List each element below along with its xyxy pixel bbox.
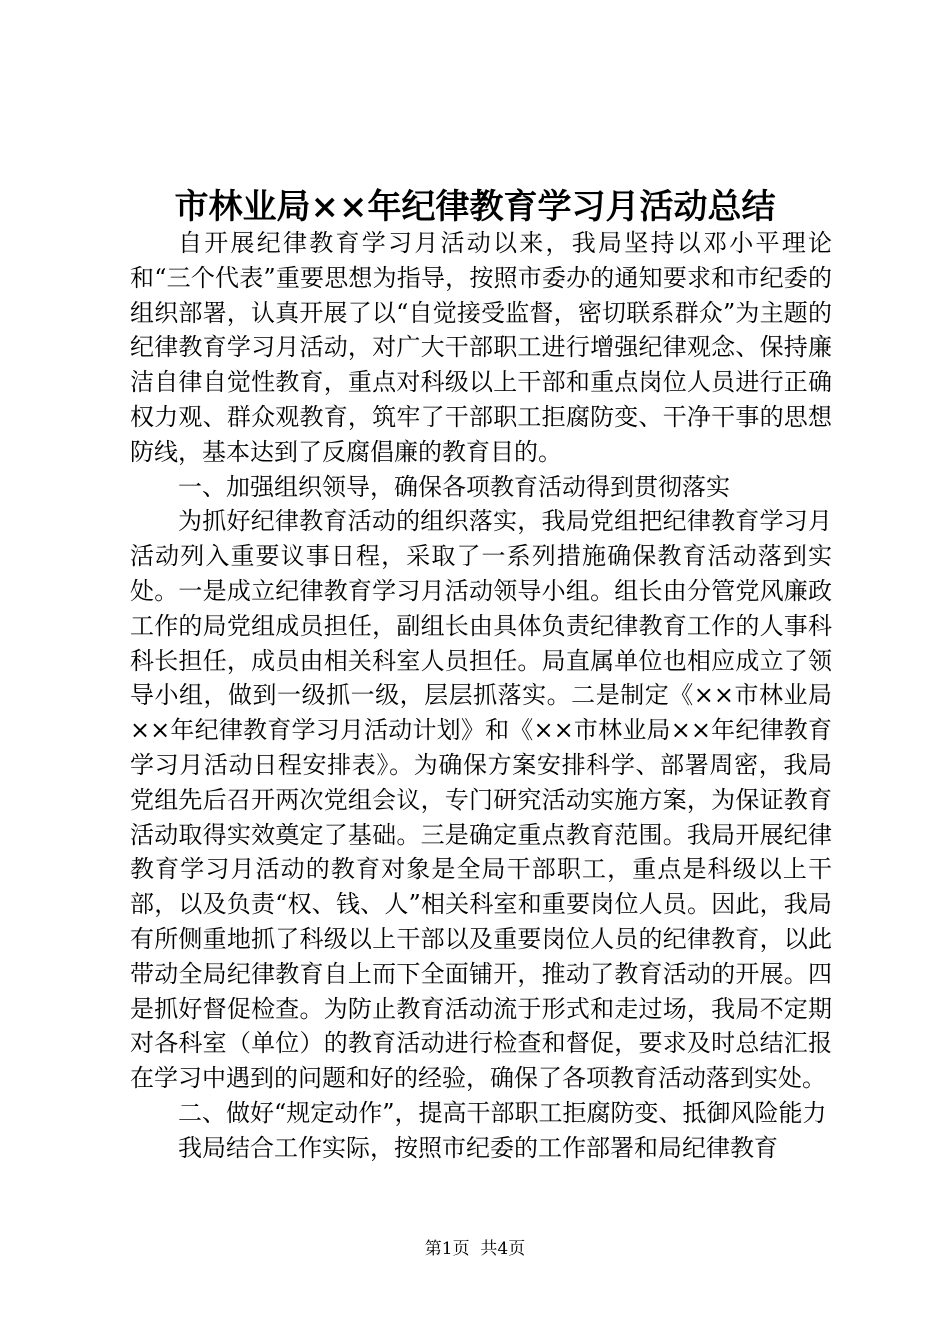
paragraph-intro: 自开展纪律教育学习月活动以来，我局坚持以邓小平理论和“三个代表”重要思想为指导，按照市委办的通知要求和市纪委的组织部署，认真开展了以“自觉接受监督，密切联系群众”为主题的纪律教育学习月活动，对广大干部职工进行增强纪律观念、保持廉洁自律自觉性教育，重点对科级以上干部和重点岗位人员进行正确权力观、群众观教育，筑牢了干部职工拒腐防变、干净干事的思想防线，基本达到了反腐倡廉的教育目的。 <box>130 229 832 466</box>
document-title: 市林业局××年纪律教育学习月活动总结 <box>174 187 776 227</box>
paragraph-section-1: 为抓好纪律教育活动的组织落实，我局党组把纪律教育学习月活动列入重要议事日程，采取了一系列措施确保教育活动落到实处。一是成立纪律教育学习月活动领导小组。组长由分管党风廉政工作的局党组成员担任，副组长由具体负责纪律教育工作的人事科科长担任，成员由相关科室人员担任。局直属单位也相应成立了领导小组，做到一级抓一级，层层抓落实。二是制定《××市林业局××年纪律教育学习月活动计划》和《××市林业局××年纪律教育学习月活动日程安排表》。为确保方案安排科学、部署周密，我局党组先后召开两次党组会议，专门研究活动实施方案，为保证教育活动取得实效奠定了基础。三是确定重点教育范围。我局开展纪律教育学习月活动的教育对象是全局干部职工，重点是科级以上干部，以及负责“权、钱、人”相关科室和重要岗位人员。因此，我局有所侧重地抓了科级以上干部以及重要岗位人员的纪律教育，以此带动全局纪律教育自上而下全面铺开，推动了教育活动的开展。四是抓好督促检查。为防止教育活动流于形式和走过场，我局不定期对各科室（单位）的教育活动进行检查和督促，要求及时总结汇报在学习中遇到的问题和好的经验，确保了各项教育活动落到实处。 <box>130 507 832 1093</box>
page-footer <box>0 1237 950 1261</box>
document-body <box>130 226 832 1166</box>
page-number: 第1页 <box>424 1239 470 1259</box>
footer-separator <box>470 1239 481 1259</box>
paragraph-section-2: 我局结合工作实际，按照市纪委的工作部署和局纪律教育 <box>178 1133 778 1162</box>
section-heading-1: 一、加强组织领导，确保各项教育活动得到贯彻落实 <box>178 472 730 501</box>
page-total: 共4页 <box>480 1239 526 1259</box>
section-heading-2: 二、做好“规定动作”，提高干部职工拒腐防变、抵御风险能力 <box>178 1098 827 1127</box>
